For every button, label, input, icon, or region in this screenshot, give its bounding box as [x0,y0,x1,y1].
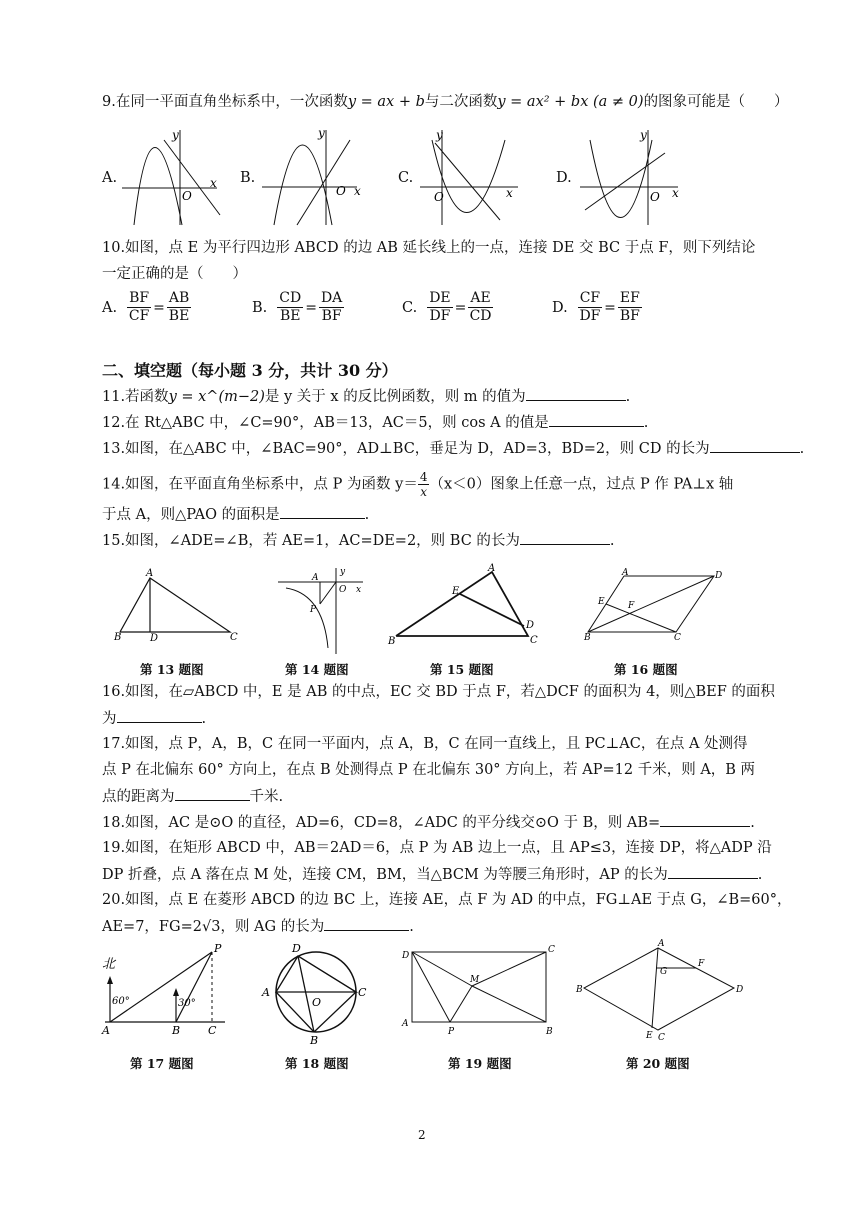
q17-answer-blank[interactable] [175,786,250,801]
svg-text:P: P [448,1027,455,1037]
fig15 [388,563,538,647]
svg-text:A: A [658,939,665,949]
q9a-origin-label: O [182,189,192,203]
svg-text:B: B [584,633,591,643]
q9b-x-label: x [354,184,361,198]
caption-fig19: 第 19 题图 [448,1056,512,1071]
svg-text:A: A [262,986,270,999]
q9d-y-label: y [640,128,647,142]
svg-text:B: B [388,636,396,647]
svg-text:A: A [488,563,496,574]
svg-text:C: C [658,1033,665,1043]
q17-line3: 点的距离为 千米. [102,786,283,807]
q16-line1: 16.如图，在▱ABCD 中，E 是 AB 的中点，EC 交 BD 于点 F，若△DCF 的面积为 4，则△BEF 的面积 [102,684,775,700]
svg-text:A: A [402,1019,409,1029]
caption-fig18: 第 18 题图 [285,1056,349,1071]
q20-fg-value: 2√3 [192,919,221,935]
fig13 [112,570,242,642]
q20-answer-blank[interactable] [324,916,409,931]
q17-line2: 点 P 在北偏东 60° 方向上，在点 B 处测得点 P 在北偏东 30° 方向上，若 AP=12 千米，则 A，B 两 [102,762,756,778]
q19-answer-blank[interactable] [668,864,758,879]
svg-text:北: 北 [102,957,116,972]
q13: 13.如图，在△ABC 中，∠BAC=90°，AD⊥BC，垂足为 D，AD=3，BD=2，则 CD 的长为 . [102,438,804,459]
svg-text:P: P [214,942,222,955]
svg-text:A: A [146,568,154,579]
svg-text:y: y [340,567,346,577]
svg-text:30°: 30° [178,998,196,1009]
svg-text:B: B [546,1027,553,1037]
q14-line2: 于点 A，则△PAO 的面积是 . [102,504,369,525]
q10-option-b: B. $\frac{CD}{BE}$ = $\frac{DA}{BF}$ [252,290,343,324]
q18-answer-blank[interactable] [660,812,750,827]
q9b-origin-label: O [336,184,346,198]
q14-fraction: $\frac{4}{x}$ [419,470,428,499]
q9-linear-formula: y = ax + b [347,94,425,110]
svg-text:D: D [402,951,410,961]
q11-formula: y = x^(m−2) [168,389,265,405]
q14-line1: 14.如图，在平面直角坐标系中，点 P 为函数 y＝ $\frac{4}{x}$ （x＜0）图象上任意一点，过点 P 作 PA⊥x 轴 [102,470,734,499]
svg-text:B: B [114,632,122,643]
caption-fig15: 第 15 题图 [430,662,494,677]
q15: 15.如图，∠ADE=∠B，若 AE=1，AC=DE=2，则 BC 的长为 . [102,530,615,551]
q9a-y-label: y [172,128,179,142]
q9c-y-label: y [436,128,443,142]
q16-line2: 为 . [102,708,206,729]
page-number: 2 [418,1128,426,1142]
q9-graph-b [262,125,362,225]
fig19 [400,944,560,1036]
svg-text:E: E [598,597,605,607]
q9-option-d-label: D. [556,170,572,186]
q9-option-a-label: A. [102,170,118,186]
svg-text:D: D [150,633,159,644]
q10-stem-line2: 一定正确的是（ ） [102,266,247,282]
q9c-origin-label: O [434,190,444,204]
svg-text:C: C [208,1024,217,1037]
q11: 11.若函数y = x^(m−2)是 y 关于 x 的反比例函数，则 m 的值为 . [102,386,630,407]
q19-line1: 19.如图，在矩形 ABCD 中，AB＝2AD＝6，点 P 为 AB 边上一点，且 AP≤3，连接 DP，将△ADP 沿 [102,840,772,856]
q19-line2: DP 折叠，点 A 落在点 M 处，连接 CM，BM，当△BCM 为等腰三角形时，AP 的长为 . [102,864,762,885]
svg-text:C: C [674,633,681,643]
fig14 [268,568,368,654]
q10-option-c: C. $\frac{DE}{DF}$ = $\frac{AE}{CD}$ [402,290,492,324]
q16-answer-blank[interactable] [117,708,202,723]
svg-text:D: D [715,571,723,581]
q13-answer-blank[interactable] [710,438,800,453]
q20-line1: 20.如图，点 E 在菱形 ABCD 的边 BC 上，连接 AE，点 F 为 AD 的中点，FG⊥AE 于点 G，∠B=60°， [102,892,792,908]
svg-text:C: C [358,986,367,999]
svg-text:D: D [292,942,301,955]
q17-line1: 17.如图，点 P，A，B，C 在同一平面内，点 A，B，C 在同一直线上，且 PC⊥AC，在点 A 处测得 [102,736,748,752]
q10-stem-line1: 10.如图，点 E 为平行四边形 ABCD 的边 AB 延长线上的一点，连接 DE 交 BC 于点 F，则下列结论 [102,240,756,256]
q9-option-c-label: C. [398,170,414,186]
q18: 18.如图，AC 是⊙O 的直径，AD=6，CD=8，∠ADC 的平分线交⊙O 于 B，则 AB= . [102,812,755,833]
svg-text:D: D [526,620,535,631]
svg-text:C: C [548,945,555,955]
caption-fig14: 第 14 题图 [285,662,349,677]
svg-text:E: E [646,1031,653,1041]
svg-text:A: A [622,568,629,578]
q9-graph-a [122,125,222,225]
fig18 [258,940,378,1047]
svg-text:O: O [339,585,347,595]
svg-text:D: D [736,985,744,995]
q9-graph-d [580,125,680,225]
svg-text:A: A [312,573,319,583]
svg-text:E: E [452,586,460,597]
svg-text:x: x [356,585,362,595]
q10-option-d: D. $\frac{CF}{DF}$ = $\frac{EF}{BF}$ [552,290,640,324]
svg-text:G: G [660,967,668,977]
svg-text:A: A [102,1024,110,1037]
svg-text:B: B [576,985,583,995]
caption-fig17: 第 17 题图 [130,1056,194,1071]
q14-answer-blank[interactable] [280,504,365,519]
svg-text:F: F [628,601,635,611]
svg-text:B: B [310,1034,319,1047]
q11-answer-blank[interactable] [526,386,626,401]
svg-text:M: M [470,975,480,985]
q20-line2: AE=7，FG=2√3，则 AG 的长为 . [102,916,414,937]
q15-answer-blank[interactable] [520,530,610,545]
svg-text:C: C [230,632,238,643]
q9b-y-label: y [318,126,325,140]
q9-graph-c [420,125,520,225]
q12: 12.在 Rt△ABC 中，∠C=90°，AB＝13，AC＝5，则 cos A 的值是 . [102,412,648,433]
caption-fig13: 第 13 题图 [140,662,204,677]
q9a-x-label: x [210,176,217,190]
q9-quadratic-formula: y = ax² + bx (a ≠ 0) [497,94,644,110]
fig20 [576,939,746,1043]
svg-text:B: B [172,1024,181,1037]
svg-text:60°: 60° [112,996,130,1007]
fig16 [584,570,734,642]
q12-answer-blank[interactable] [549,412,644,427]
caption-fig20: 第 20 题图 [626,1056,690,1071]
q9-option-b-label: B. [240,170,256,186]
q9c-x-label: x [506,186,513,200]
svg-text:C: C [530,635,538,646]
q9-stem: 9.在同一平面直角坐标系中，一次函数y = ax + b与二次函数y = ax² + bx (a ≠ 0)的图象可能是（ ） [102,94,789,110]
section-title: 二、填空题（每小题 3 分，共计 30 分） [102,361,398,380]
svg-text:F: F [698,959,705,969]
q10-option-a: A. $\frac{BF}{CF}$ = $\frac{AB}{BE}$ [102,290,190,324]
caption-fig16: 第 16 题图 [614,662,678,677]
svg-text:O: O [312,996,322,1009]
q9d-x-label: x [672,186,679,200]
q9d-origin-label: O [650,190,660,204]
svg-text:P: P [310,605,317,615]
fig17 [100,944,230,1036]
